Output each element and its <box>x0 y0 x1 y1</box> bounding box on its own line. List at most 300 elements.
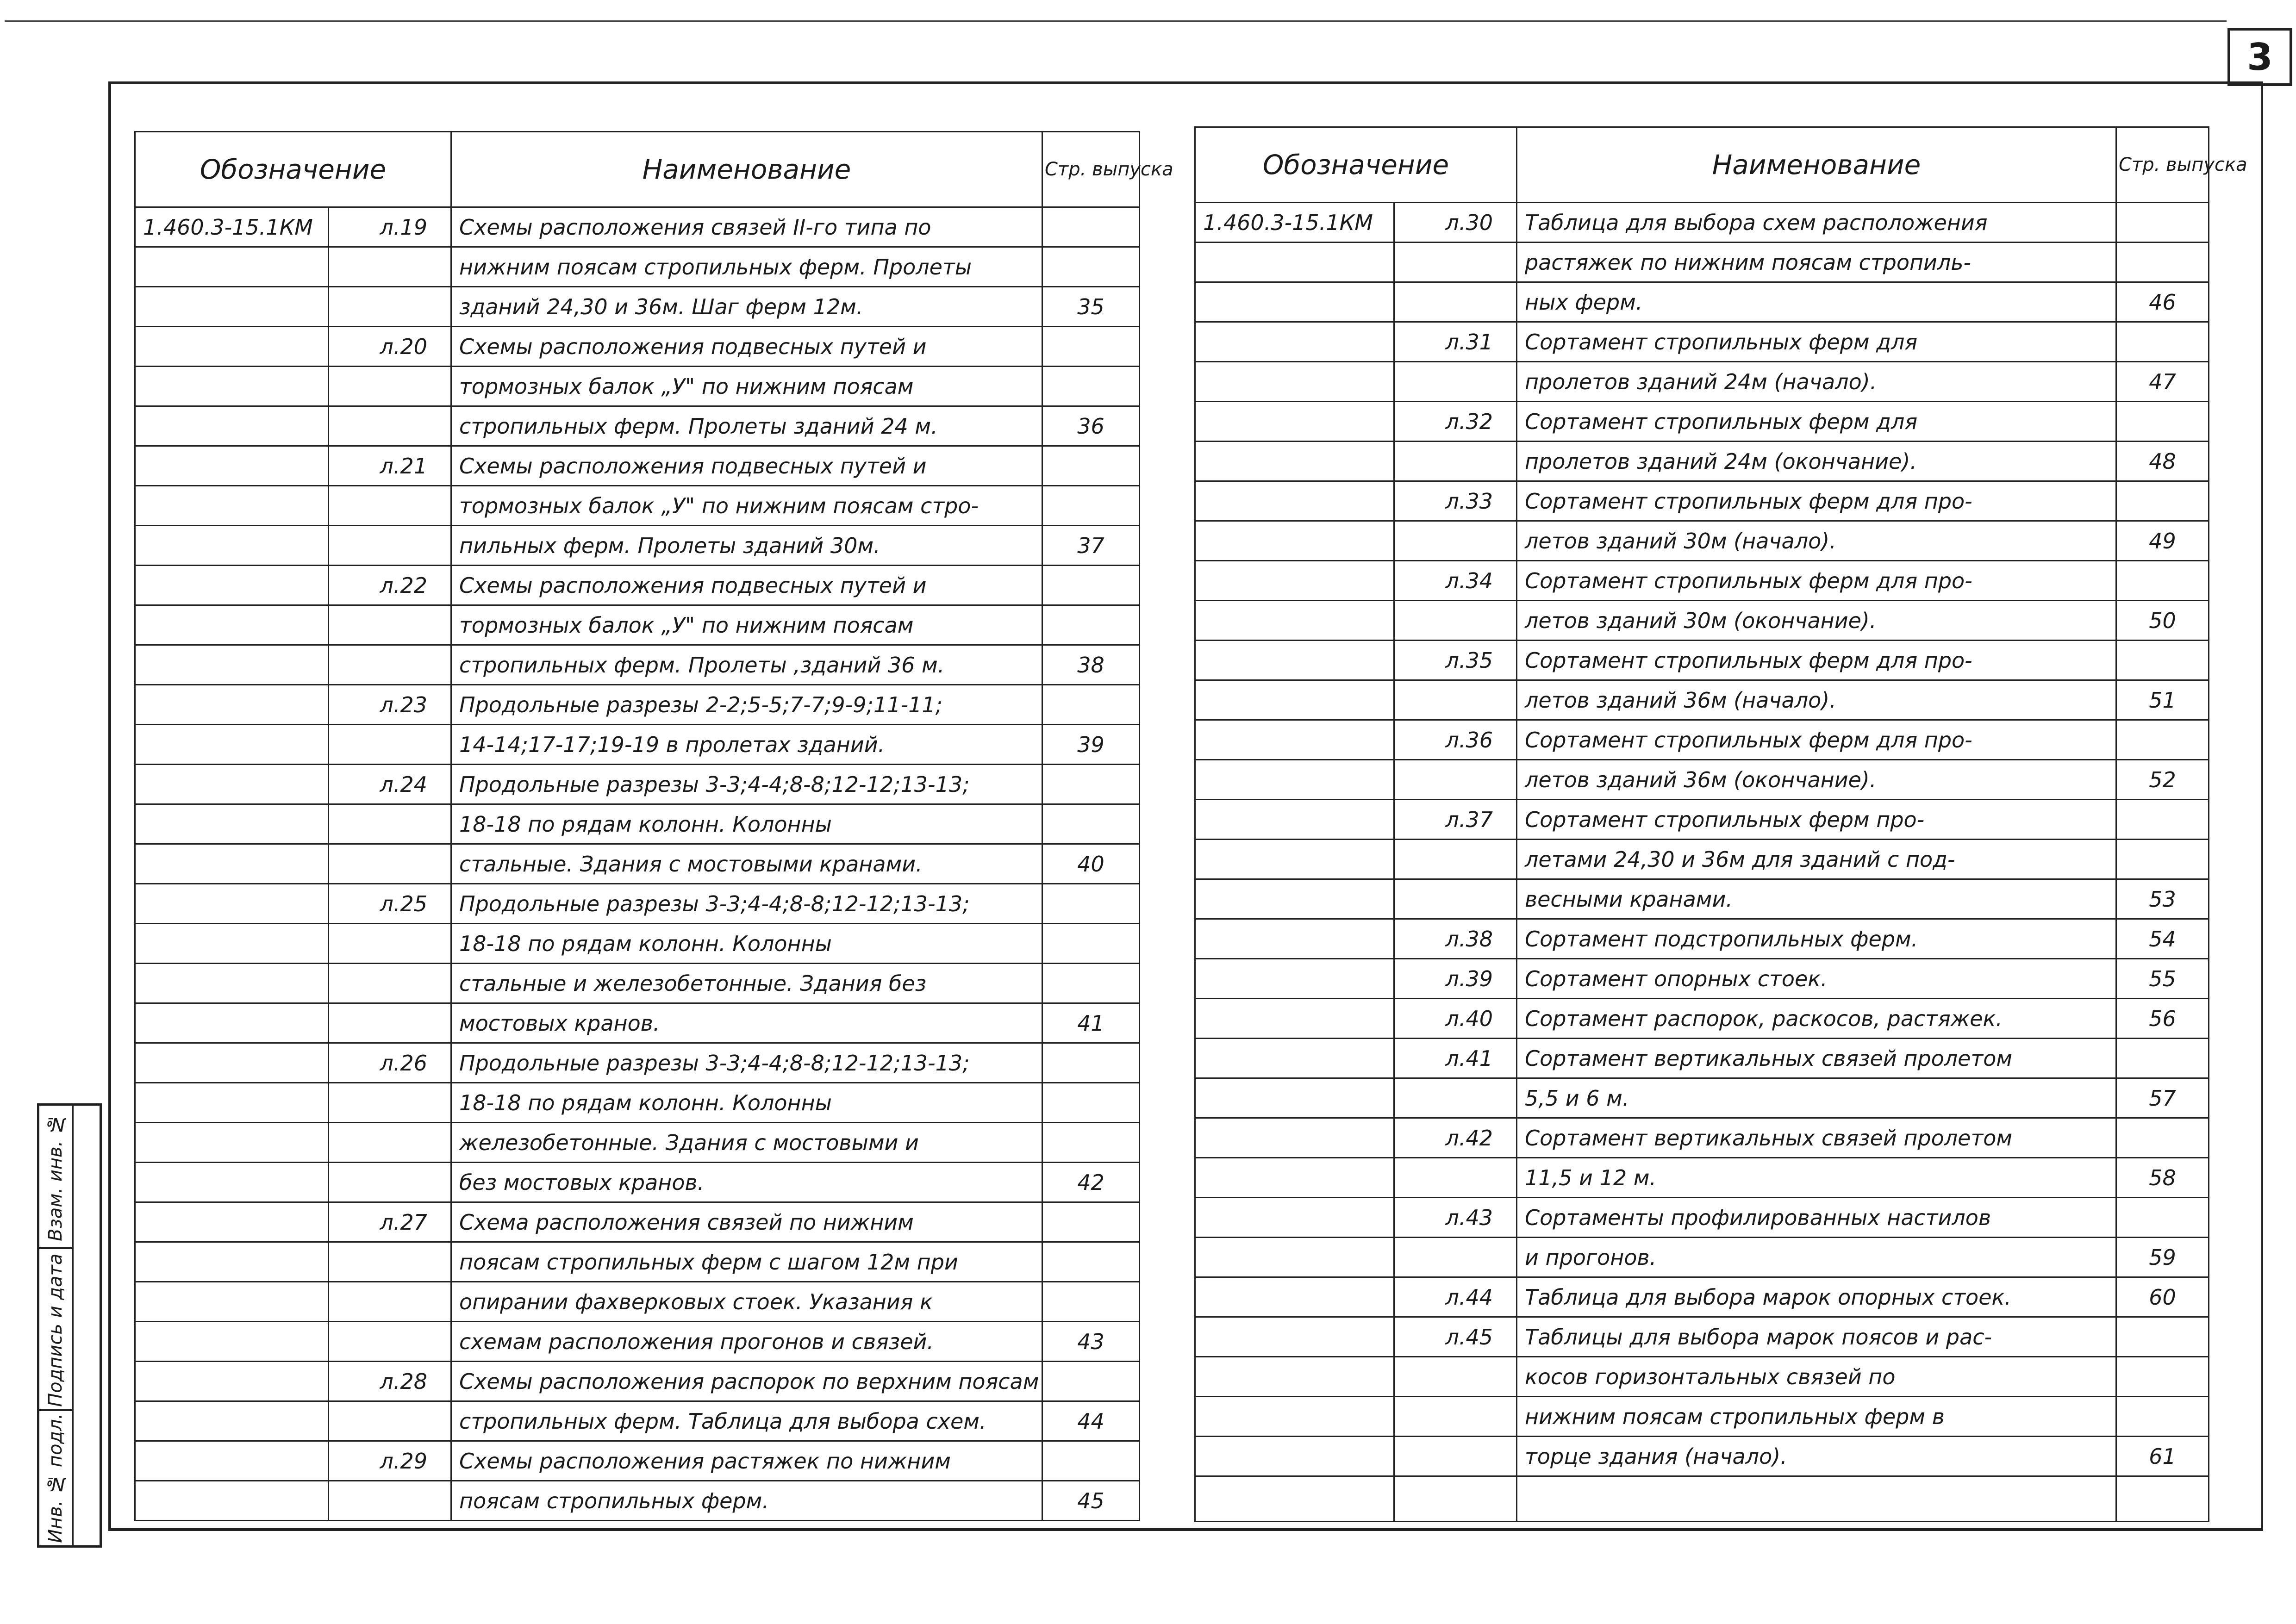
table-row <box>135 367 1140 406</box>
cell-page-number: 44 <box>1042 1401 1140 1441</box>
cell-name: 18-18 по рядам колонн. Колонны <box>451 924 1042 964</box>
cell-sheet-number <box>329 964 451 1003</box>
cell-page-number <box>2116 243 2209 282</box>
cell-name: пролетов зданий 24м (окончание). <box>1517 442 2116 481</box>
cell-designation <box>1195 402 1394 442</box>
cell-designation <box>1195 481 1394 521</box>
cell-designation: 1.460.3-15.1КМ <box>1195 203 1394 243</box>
cell-page-number: 36 <box>1042 406 1140 446</box>
cell-designation <box>1195 282 1394 322</box>
table-row <box>135 207 1140 247</box>
table-row <box>1195 680 2209 720</box>
cell-sheet-number: л.32 <box>1394 402 1517 442</box>
cell-page-number: 57 <box>2116 1078 2209 1118</box>
cell-sheet-number: л.31 <box>1394 322 1517 362</box>
table-row <box>135 1202 1140 1242</box>
cell-sheet-number: л.27 <box>329 1202 451 1242</box>
cell-designation <box>135 1322 329 1362</box>
cell-name: без мостовых кранов. <box>451 1163 1042 1202</box>
table-header <box>135 132 1140 207</box>
cell-designation <box>1195 1357 1394 1397</box>
cell-page-number: 39 <box>1042 725 1140 765</box>
cell-designation <box>135 526 329 566</box>
cell-designation <box>1195 1118 1394 1158</box>
cell-page-number: 50 <box>2116 601 2209 641</box>
table-row <box>1195 561 2209 601</box>
cell-page-number <box>2116 322 2209 362</box>
cell-page-number <box>2116 561 2209 601</box>
table-row <box>1195 1039 2209 1078</box>
table-row <box>1195 362 2209 402</box>
cell-sheet-number <box>1394 521 1517 561</box>
cell-designation <box>135 287 329 327</box>
table-row <box>135 486 1140 526</box>
cell-sheet-number <box>329 605 451 645</box>
cell-sheet-number <box>329 367 451 406</box>
table-row <box>1195 521 2209 561</box>
cell-designation <box>1195 561 1394 601</box>
table-row <box>135 725 1140 765</box>
cell-sheet-number: л.19 <box>329 207 451 247</box>
cell-name: летов зданий 30м (начало). <box>1517 521 2116 561</box>
cell-designation <box>135 884 329 924</box>
cell-sheet-number <box>1394 1437 1517 1476</box>
cell-page-number: 54 <box>2116 919 2209 959</box>
cell-page-number <box>1042 327 1140 367</box>
cell-name: Сортамент распорок, раскосов, растяжек. <box>1517 999 2116 1039</box>
header-name: Наименование <box>1517 127 2116 203</box>
cell-page-number <box>2116 1357 2209 1397</box>
cell-name: мостовых кранов. <box>451 1003 1042 1043</box>
cell-sheet-number: л.25 <box>329 884 451 924</box>
cell-designation <box>135 765 329 804</box>
cell-name: Сортамент опорных стоек. <box>1517 959 2116 999</box>
cell-sheet-number <box>1394 1078 1517 1118</box>
cell-name: ных ферм. <box>1517 282 2116 322</box>
cell-page-number <box>1042 964 1140 1003</box>
cell-designation <box>135 964 329 1003</box>
cell-designation <box>135 605 329 645</box>
cell-page-number: 55 <box>2116 959 2209 999</box>
cell-designation <box>1195 1158 1394 1198</box>
table-row <box>135 406 1140 446</box>
cell-sheet-number <box>1394 1238 1517 1277</box>
cell-designation <box>135 446 329 486</box>
table-row <box>135 1242 1140 1282</box>
cell-name: 18-18 по рядам колонн. Колонны <box>451 1083 1042 1123</box>
cell-page-number <box>1042 1242 1140 1282</box>
cell-name: стропильных ферм. Пролеты зданий 24 м. <box>451 406 1042 446</box>
cell-name: 14-14;17-17;19-19 в пролетах зданий. <box>451 725 1042 765</box>
cell-page-number <box>1042 1441 1140 1481</box>
cell-page-number: 43 <box>1042 1322 1140 1362</box>
cell-sheet-number <box>1394 1397 1517 1437</box>
cell-page-number: 61 <box>2116 1437 2209 1476</box>
cell-page-number: 40 <box>1042 844 1140 884</box>
cell-name: Таблица для выбора марок опорных стоек. <box>1517 1277 2116 1317</box>
cell-designation <box>135 1242 329 1282</box>
cell-page-number <box>1042 1123 1140 1163</box>
cell-name: Сортамент стропильных ферм для про- <box>1517 481 2116 521</box>
cell-sheet-number <box>329 406 451 446</box>
cell-designation <box>135 1481 329 1521</box>
cell-page-number: 35 <box>1042 287 1140 327</box>
cell-sheet-number: л.21 <box>329 446 451 486</box>
cell-page-number <box>2116 203 2209 243</box>
cell-name: стальные и железобетонные. Здания без <box>451 964 1042 1003</box>
cell-name: Таблицы для выбора марок поясов и рас- <box>1517 1317 2116 1357</box>
table-row <box>1195 999 2209 1039</box>
cell-name: Сортамент стропильных ферм для про- <box>1517 641 2116 680</box>
cell-designation <box>135 725 329 765</box>
cell-page-number <box>2116 641 2209 680</box>
table-row <box>1195 800 2209 840</box>
table-row <box>135 1163 1140 1202</box>
cell-name: пролетов зданий 24м (начало). <box>1517 362 2116 402</box>
cell-name: летов зданий 36м (окончание). <box>1517 760 2116 800</box>
table-row <box>1195 1238 2209 1277</box>
cell-sheet-number: л.41 <box>1394 1039 1517 1078</box>
cell-designation <box>135 1163 329 1202</box>
stamp-cell-replace <box>39 1106 72 1249</box>
cell-designation <box>135 1003 329 1043</box>
cell-sheet-number <box>1394 282 1517 322</box>
cell-page-number: 53 <box>2116 879 2209 919</box>
cell-sheet-number <box>329 1401 451 1441</box>
cell-sheet-number: л.36 <box>1394 720 1517 760</box>
cell-name: Сортамент стропильных ферм для про- <box>1517 561 2116 601</box>
stamp-cell-inventory <box>39 1411 72 1545</box>
stamp-divider <box>72 1106 74 1545</box>
cell-name: 5,5 и 6 м. <box>1517 1078 2116 1118</box>
cell-page-number <box>1042 207 1140 247</box>
cell-designation <box>1195 800 1394 840</box>
cell-designation <box>135 1083 329 1123</box>
table-row <box>1195 879 2209 919</box>
table-row <box>1195 1317 2209 1357</box>
cell-designation <box>1195 442 1394 481</box>
cell-name: весными кранами. <box>1517 879 2116 919</box>
cell-sheet-number <box>1394 442 1517 481</box>
cell-name: Сортамент стропильных ферм для <box>1517 322 2116 362</box>
cell-name: опирании фахверковых стоек. Указания к <box>451 1282 1042 1322</box>
cell-name: Сортамент подстропильных ферм. <box>1517 919 2116 959</box>
cell-designation <box>1195 1078 1394 1118</box>
table-row <box>1195 322 2209 362</box>
cell-designation <box>135 1362 329 1401</box>
table-row <box>1195 919 2209 959</box>
cell-empty <box>1394 1476 1517 1522</box>
cell-sheet-number: л.30 <box>1394 203 1517 243</box>
cell-designation <box>135 1202 329 1242</box>
table-row <box>1195 203 2209 243</box>
cell-name: Схемы расположения подвесных путей и <box>451 446 1042 486</box>
cell-page-number <box>2116 720 2209 760</box>
cell-sheet-number <box>329 844 451 884</box>
cell-designation <box>1195 601 1394 641</box>
stamp-label-signature: Подпись и дата <box>45 1253 66 1407</box>
cell-sheet-number: л.42 <box>1394 1118 1517 1158</box>
cell-page-number <box>1042 884 1140 924</box>
table-row <box>135 566 1140 605</box>
cell-name: стальные. Здания с мостовыми кранами. <box>451 844 1042 884</box>
cell-designation <box>1195 1198 1394 1238</box>
cell-name: Продольные разрезы 3-3;4-4;8-8;12-12;13-13; <box>451 1043 1042 1083</box>
cell-designation <box>1195 243 1394 282</box>
table-row <box>135 1043 1140 1083</box>
cell-name: летов зданий 30м (окончание). <box>1517 601 2116 641</box>
cell-sheet-number: л.33 <box>1394 481 1517 521</box>
cell-page-number: 56 <box>2116 999 2209 1039</box>
table-row <box>1195 959 2209 999</box>
header-page: Стр. выпуска <box>1042 132 1140 207</box>
table-row <box>135 247 1140 287</box>
table-row <box>135 1282 1140 1322</box>
cell-page-number <box>2116 402 2209 442</box>
cell-designation <box>1195 1317 1394 1357</box>
cell-page-number <box>1042 1202 1140 1242</box>
cell-name: стропильных ферм. Таблица для выбора схем. <box>451 1401 1042 1441</box>
cell-designation <box>1195 1238 1394 1277</box>
cell-sheet-number <box>1394 1158 1517 1198</box>
cell-sheet-number: л.45 <box>1394 1317 1517 1357</box>
cell-name: нижним поясам стропильных ферм. Пролеты <box>451 247 1042 287</box>
cell-name: летов зданий 36м (начало). <box>1517 680 2116 720</box>
cell-designation <box>1195 521 1394 561</box>
table-row <box>1195 641 2209 680</box>
cell-designation <box>1195 1039 1394 1078</box>
table-row <box>135 526 1140 566</box>
cell-page-number: 58 <box>2116 1158 2209 1198</box>
cell-designation <box>135 327 329 367</box>
cell-empty <box>1517 1476 2116 1522</box>
cell-sheet-number <box>329 526 451 566</box>
stamp-cell-signature <box>39 1249 72 1411</box>
page-number: 3 <box>2247 35 2273 79</box>
table-row <box>135 765 1140 804</box>
cell-page-number <box>1042 1282 1140 1322</box>
table-row <box>135 1441 1140 1481</box>
cell-sheet-number: л.26 <box>329 1043 451 1083</box>
cell-name: железобетонные. Здания с мостовыми и <box>451 1123 1042 1163</box>
table-header <box>1195 127 2209 203</box>
cell-sheet-number <box>329 725 451 765</box>
table-row <box>1195 1397 2209 1437</box>
table-row <box>135 924 1140 964</box>
table-row <box>1195 1198 2209 1238</box>
cell-designation <box>1195 680 1394 720</box>
cell-page-number <box>1042 566 1140 605</box>
cell-sheet-number <box>329 1163 451 1202</box>
cell-name: Сортамент вертикальных связей пролетом <box>1517 1039 2116 1078</box>
cell-name: Схемы расположения подвесных путей и <box>451 327 1042 367</box>
cell-page-number <box>1042 367 1140 406</box>
table-row <box>135 1083 1140 1123</box>
cell-page-number <box>1042 765 1140 804</box>
table-row <box>135 645 1140 685</box>
table-row <box>1195 402 2209 442</box>
cell-page-number <box>1042 1083 1140 1123</box>
table-row <box>135 964 1140 1003</box>
table-row <box>135 884 1140 924</box>
cell-name: Продольные разрезы 3-3;4-4;8-8;12-12;13-13; <box>451 765 1042 804</box>
cell-name: зданий 24,30 и 36м. Шаг ферм 12м. <box>451 287 1042 327</box>
side-stamp <box>37 1103 102 1548</box>
cell-sheet-number <box>329 1242 451 1282</box>
cell-designation <box>1195 919 1394 959</box>
cell-sheet-number <box>329 645 451 685</box>
top-border-line <box>5 20 2227 22</box>
cell-page-number: 42 <box>1042 1163 1140 1202</box>
table-row <box>135 446 1140 486</box>
cell-designation <box>135 406 329 446</box>
table-row <box>1195 720 2209 760</box>
cell-sheet-number <box>329 247 451 287</box>
cell-designation <box>1195 1437 1394 1476</box>
cell-name: и прогонов. <box>1517 1238 2116 1277</box>
cell-page-number <box>1042 924 1140 964</box>
cell-sheet-number <box>329 1083 451 1123</box>
cell-page-number: 49 <box>2116 521 2209 561</box>
cell-designation <box>1195 959 1394 999</box>
cell-name: Схемы расположения подвесных путей и <box>451 566 1042 605</box>
table-row-empty <box>1195 1476 2209 1522</box>
cell-designation <box>135 685 329 725</box>
bottom-border-line <box>108 1528 2263 1531</box>
cell-name: Сортаменты профилированных настилов <box>1517 1198 2116 1238</box>
table-body-right <box>1195 203 2209 1522</box>
cell-sheet-number: л.29 <box>329 1441 451 1481</box>
cell-name: Сортамент стропильных ферм для про- <box>1517 720 2116 760</box>
cell-page-number <box>2116 1198 2209 1238</box>
cell-sheet-number: л.20 <box>329 327 451 367</box>
cell-page-number <box>1042 1362 1140 1401</box>
cell-designation <box>135 367 329 406</box>
cell-name: Сортамент стропильных ферм про- <box>1517 800 2116 840</box>
cell-name: тормозных балок „У" по нижним поясам <box>451 367 1042 406</box>
cell-designation <box>1195 1397 1394 1437</box>
cell-designation <box>135 1441 329 1481</box>
cell-designation <box>1195 879 1394 919</box>
cell-page-number <box>2116 481 2209 521</box>
cell-name: поясам стропильных ферм с шагом 12м при <box>451 1242 1042 1282</box>
cell-page-number: 37 <box>1042 526 1140 566</box>
cell-name: тормозных балок „У" по нижним поясам <box>451 605 1042 645</box>
cell-name: Сортамент стропильных ферм для <box>1517 402 2116 442</box>
cell-designation <box>135 486 329 526</box>
table-row <box>135 1003 1140 1043</box>
table-row <box>135 1322 1140 1362</box>
cell-name: схемам расположения прогонов и связей. <box>451 1322 1042 1362</box>
cell-designation <box>1195 1277 1394 1317</box>
cell-name: Схемы расположения распорок по верхним поясам <box>451 1362 1042 1401</box>
table-row <box>1195 601 2209 641</box>
table-row <box>1195 1158 2209 1198</box>
table-body-left <box>135 207 1140 1521</box>
stamp-label-replace: Взам. инв. № <box>45 1114 66 1241</box>
cell-sheet-number <box>1394 680 1517 720</box>
cell-designation <box>135 1282 329 1322</box>
cell-sheet-number: л.35 <box>1394 641 1517 680</box>
cell-page-number <box>2116 1118 2209 1158</box>
cell-sheet-number <box>1394 243 1517 282</box>
cell-designation <box>1195 362 1394 402</box>
cell-page-number <box>2116 840 2209 879</box>
cell-sheet-number <box>329 486 451 526</box>
cell-designation <box>135 1043 329 1083</box>
cell-name: пильных ферм. Пролеты зданий 30м. <box>451 526 1042 566</box>
cell-designation <box>1195 760 1394 800</box>
cell-page-number: 38 <box>1042 645 1140 685</box>
cell-name: стропильных ферм. Пролеты ,зданий 36 м. <box>451 645 1042 685</box>
cell-page-number: 48 <box>2116 442 2209 481</box>
cell-sheet-number <box>329 1322 451 1362</box>
cell-sheet-number: л.37 <box>1394 800 1517 840</box>
header-page: Стр. выпуска <box>2116 127 2209 203</box>
cell-page-number: 60 <box>2116 1277 2209 1317</box>
cell-page-number <box>1042 486 1140 526</box>
table-row <box>135 685 1140 725</box>
cell-sheet-number <box>1394 879 1517 919</box>
cell-sheet-number <box>329 1481 451 1521</box>
table-row <box>1195 1437 2209 1476</box>
cell-sheet-number: л.22 <box>329 566 451 605</box>
table-row <box>1195 1078 2209 1118</box>
cell-page-number <box>1042 804 1140 844</box>
table-row <box>1195 840 2209 879</box>
cell-sheet-number: л.24 <box>329 765 451 804</box>
cell-designation <box>135 1123 329 1163</box>
cell-page-number: 51 <box>2116 680 2209 720</box>
cell-sheet-number <box>1394 760 1517 800</box>
cell-name: Продольные разрезы 2-2;5-5;7-7;9-9;11-11; <box>451 685 1042 725</box>
cell-sheet-number: л.43 <box>1394 1198 1517 1238</box>
cell-sheet-number <box>1394 362 1517 402</box>
cell-page-number <box>2116 1317 2209 1357</box>
cell-sheet-number: л.39 <box>1394 959 1517 999</box>
cell-designation <box>135 804 329 844</box>
cell-page-number <box>1042 685 1140 725</box>
cell-page-number <box>1042 247 1140 287</box>
cell-sheet-number <box>329 1282 451 1322</box>
table-row <box>1195 1118 2209 1158</box>
cell-sheet-number: л.23 <box>329 685 451 725</box>
cell-name: растяжек по нижним поясам стропиль- <box>1517 243 2116 282</box>
cell-sheet-number: л.44 <box>1394 1277 1517 1317</box>
cell-designation <box>1195 999 1394 1039</box>
cell-page-number <box>1042 605 1140 645</box>
cell-page-number <box>1042 1043 1140 1083</box>
cell-designation <box>135 844 329 884</box>
cell-page-number: 59 <box>2116 1238 2209 1277</box>
cell-name: Сортамент вертикальных связей пролетом <box>1517 1118 2116 1158</box>
cell-designation <box>135 1401 329 1441</box>
table-row <box>135 287 1140 327</box>
cell-name: нижним поясам стропильных ферм в <box>1517 1397 2116 1437</box>
table-row <box>1195 282 2209 322</box>
cell-sheet-number <box>329 1123 451 1163</box>
cell-sheet-number: л.28 <box>329 1362 451 1401</box>
cell-sheet-number <box>329 804 451 844</box>
cell-sheet-number <box>329 1003 451 1043</box>
cell-name: 18-18 по рядам колонн. Колонны <box>451 804 1042 844</box>
cell-empty <box>1195 1476 1394 1522</box>
cell-designation <box>135 645 329 685</box>
cell-page-number: 41 <box>1042 1003 1140 1043</box>
cell-name: Схемы расположения растяжек по нижним <box>451 1441 1042 1481</box>
cell-name: Таблица для выбора схем расположения <box>1517 203 2116 243</box>
cell-name: летами 24,30 и 36м для зданий с под- <box>1517 840 2116 879</box>
